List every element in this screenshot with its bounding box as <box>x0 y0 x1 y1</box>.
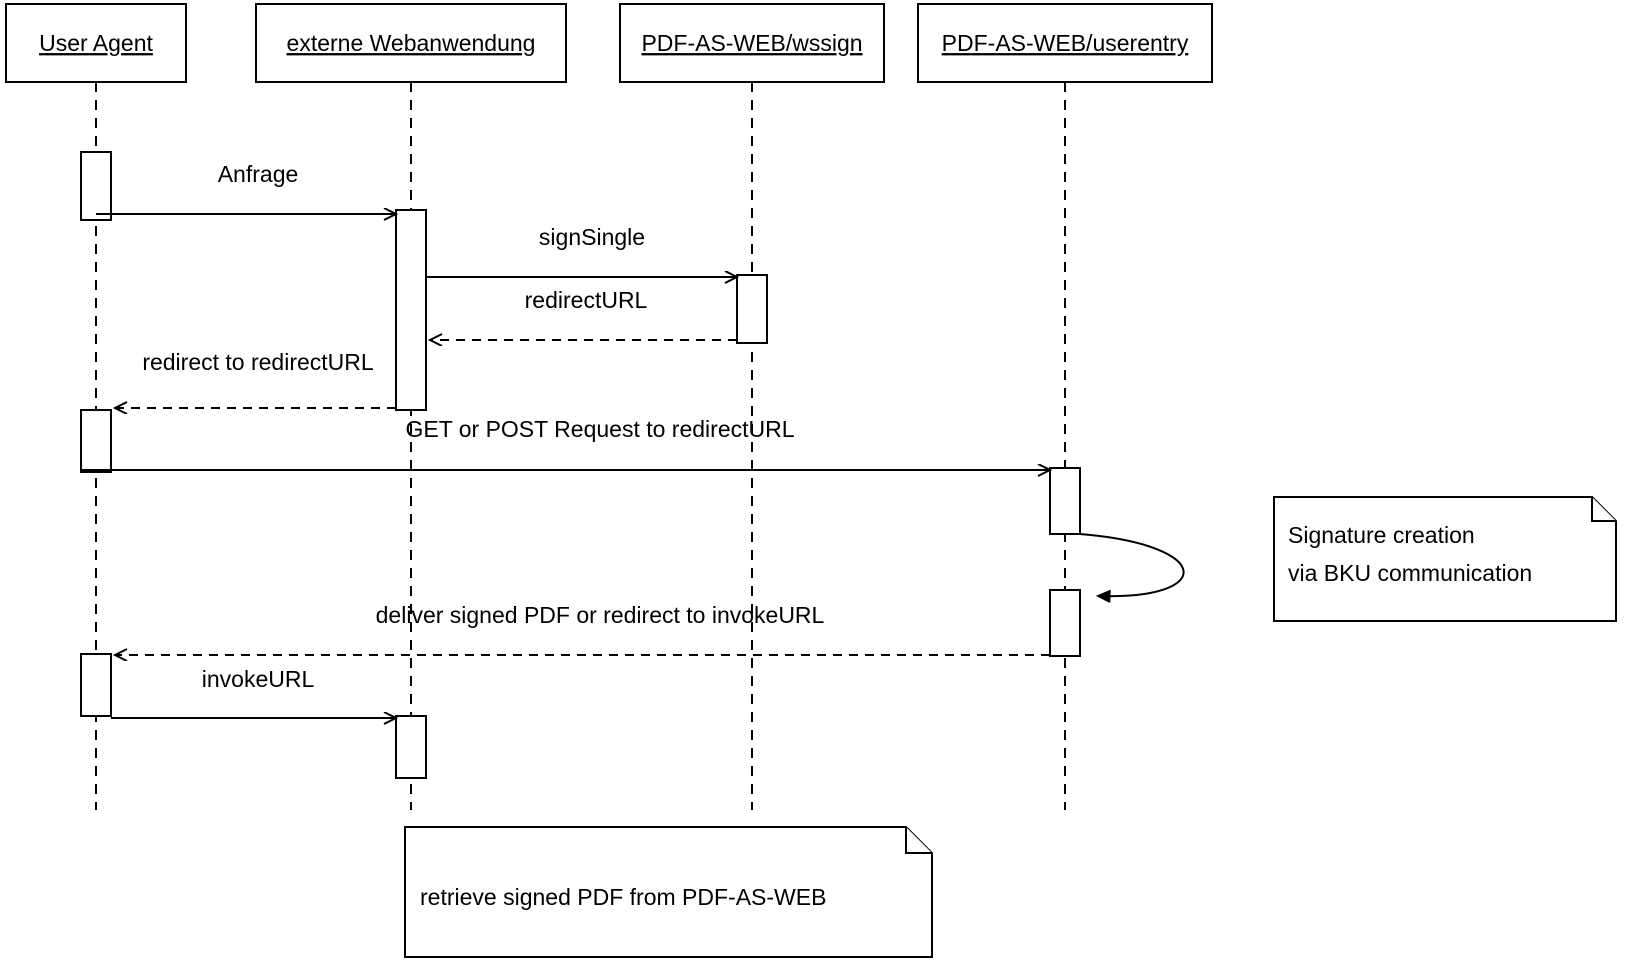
message-get-or-post-request-label: GET or POST Request to redirectURL <box>405 416 795 442</box>
lifeline-label-pdf-as-web-userentry: PDF-AS-WEB/userentry <box>941 30 1189 57</box>
message-deliver-signed-pdf <box>115 602 1050 655</box>
activation-user-agent-3 <box>81 654 111 716</box>
activation-user-agent-2 <box>81 410 111 472</box>
message-redirect-to-redirecturl <box>115 349 396 408</box>
message-sign-single <box>426 224 737 277</box>
note-signature-creation-shape <box>1274 497 1616 621</box>
note-retrieve-pdf-line-1: retrieve signed PDF from PDF-AS-WEB <box>420 884 827 910</box>
note-signature-creation-line-1: Signature creation <box>1288 522 1475 548</box>
message-deliver-signed-pdf-label: deliver signed PDF or redirect to invokeURL <box>375 602 825 628</box>
message-redirect-url <box>430 287 737 340</box>
lifeline-label-pdf-as-web-wssign: PDF-AS-WEB/wssign <box>641 30 863 57</box>
message-redirect-to-redirecturl-label: redirect to redirectURL <box>142 349 374 375</box>
message-invoke-url <box>111 666 396 718</box>
note-signature-creation <box>1274 497 1616 621</box>
note-retrieve-pdf <box>405 827 932 957</box>
message-sign-single-label: signSingle <box>538 224 646 250</box>
message-redirect-url-label: redirectURL <box>524 287 648 313</box>
message-invoke-url-label: invokeURL <box>201 666 315 692</box>
activation-externe-webanwendung-2 <box>396 716 426 778</box>
message-anfrage <box>96 161 396 214</box>
lifeline-pdf-as-web-wssign <box>620 4 884 810</box>
note-signature-creation-line-2: via BKU communication <box>1288 560 1533 586</box>
lifeline-label-user-agent: User Agent <box>39 30 153 57</box>
note-signature-creation-fold <box>1592 497 1616 521</box>
message-get-or-post-request <box>81 416 1050 470</box>
lifeline-pdf-as-web-userentry <box>918 4 1212 810</box>
self-call-bku-communication <box>1080 534 1184 596</box>
activation-externe-webanwendung-1 <box>396 210 426 410</box>
note-retrieve-pdf-fold <box>906 827 932 853</box>
self-call-bku-curve <box>1080 534 1184 596</box>
activation-pdf-as-web-wssign-1 <box>737 275 767 343</box>
activation-user-agent-1 <box>81 152 111 220</box>
activation-pdf-as-web-userentry-1 <box>1050 468 1080 534</box>
lifeline-label-externe-webanwendung: externe Webanwendung <box>286 30 536 57</box>
activation-pdf-as-web-userentry-2 <box>1050 590 1080 656</box>
message-anfrage-label: Anfrage <box>217 161 299 187</box>
